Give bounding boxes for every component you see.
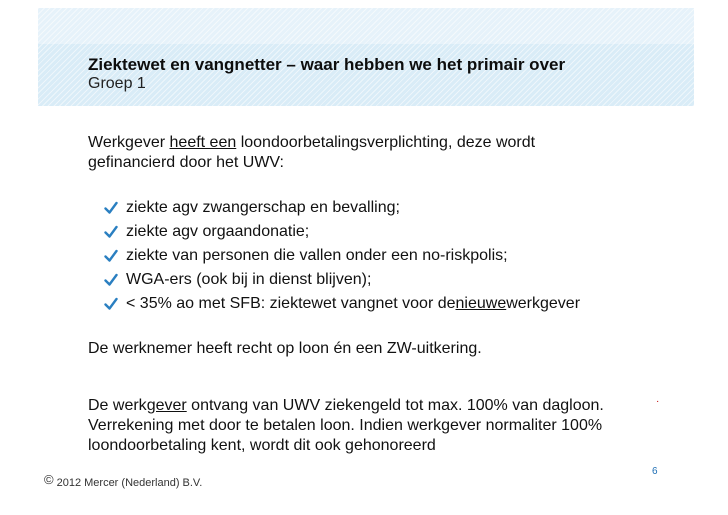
checkmark-icon — [104, 249, 118, 263]
list-item-text: ziekte agv zwangerschap en bevalling; — [126, 199, 400, 216]
intro-line-2: gefinancierd door het UWV: — [88, 154, 284, 171]
list-item-text-after: werkgever — [506, 295, 581, 312]
werkgever-underlined: gever — [146, 397, 187, 414]
werkgever-text-before: De werk — [88, 397, 147, 414]
footer-text: 2012 Mercer (Nederland) B.V. — [56, 477, 203, 489]
werknemer-paragraph: De werknemer heeft recht op loon én een ZW-uitkering. — [88, 340, 482, 357]
list-item-underlined: nieuwe — [455, 295, 507, 312]
list-item — [104, 220, 580, 244]
title-band-fade — [38, 8, 694, 44]
list-item-text: WGA-ers (ook bij in dienst blijven); — [126, 271, 372, 288]
checklist — [104, 196, 580, 316]
list-item-text: ziekte agv orgaandonatie; — [126, 223, 310, 240]
list-item — [104, 268, 580, 292]
list-item — [104, 196, 580, 220]
intro-text-1: Werkgever — [88, 134, 170, 151]
list-item — [104, 244, 580, 268]
intro-text-2: loondoorbetalingsverplichting, deze wordt — [236, 134, 536, 151]
page-number: 6 — [652, 466, 658, 477]
werkgever-paragraph — [88, 396, 604, 456]
checkmark-icon — [104, 297, 118, 311]
checkmark-icon — [104, 225, 118, 239]
list-item-text: ziekte van personen die vallen onder een no-riskpolis; — [126, 247, 508, 264]
werkgever-line-2: Verrekening met door te betalen loon. Indien werkgever normaliter 100% — [88, 417, 603, 434]
list-item — [104, 292, 580, 316]
werkgever-line-3: loondoorbetaling kent, wordt dit ook gehonoreerd — [88, 437, 436, 454]
slide-subtitle: Groep 1 — [88, 75, 146, 92]
copyright-symbol: © — [44, 472, 54, 487]
intro-paragraph — [88, 133, 535, 173]
footer — [44, 474, 202, 489]
werkgever-text-after: ontvang van UWV ziekengeld tot max. 100% van dagloon. — [186, 397, 604, 414]
marker-dot: · — [656, 396, 660, 407]
checkmark-icon — [104, 201, 118, 215]
checkmark-icon — [104, 273, 118, 287]
slide-title: Ziektewet en vangnetter – waar hebben we het primair over — [88, 55, 566, 74]
list-item-text-before: < 35% ao met SFB: ziektewet vangnet voor de — [126, 295, 456, 312]
intro-underlined: heeft een — [169, 134, 237, 151]
